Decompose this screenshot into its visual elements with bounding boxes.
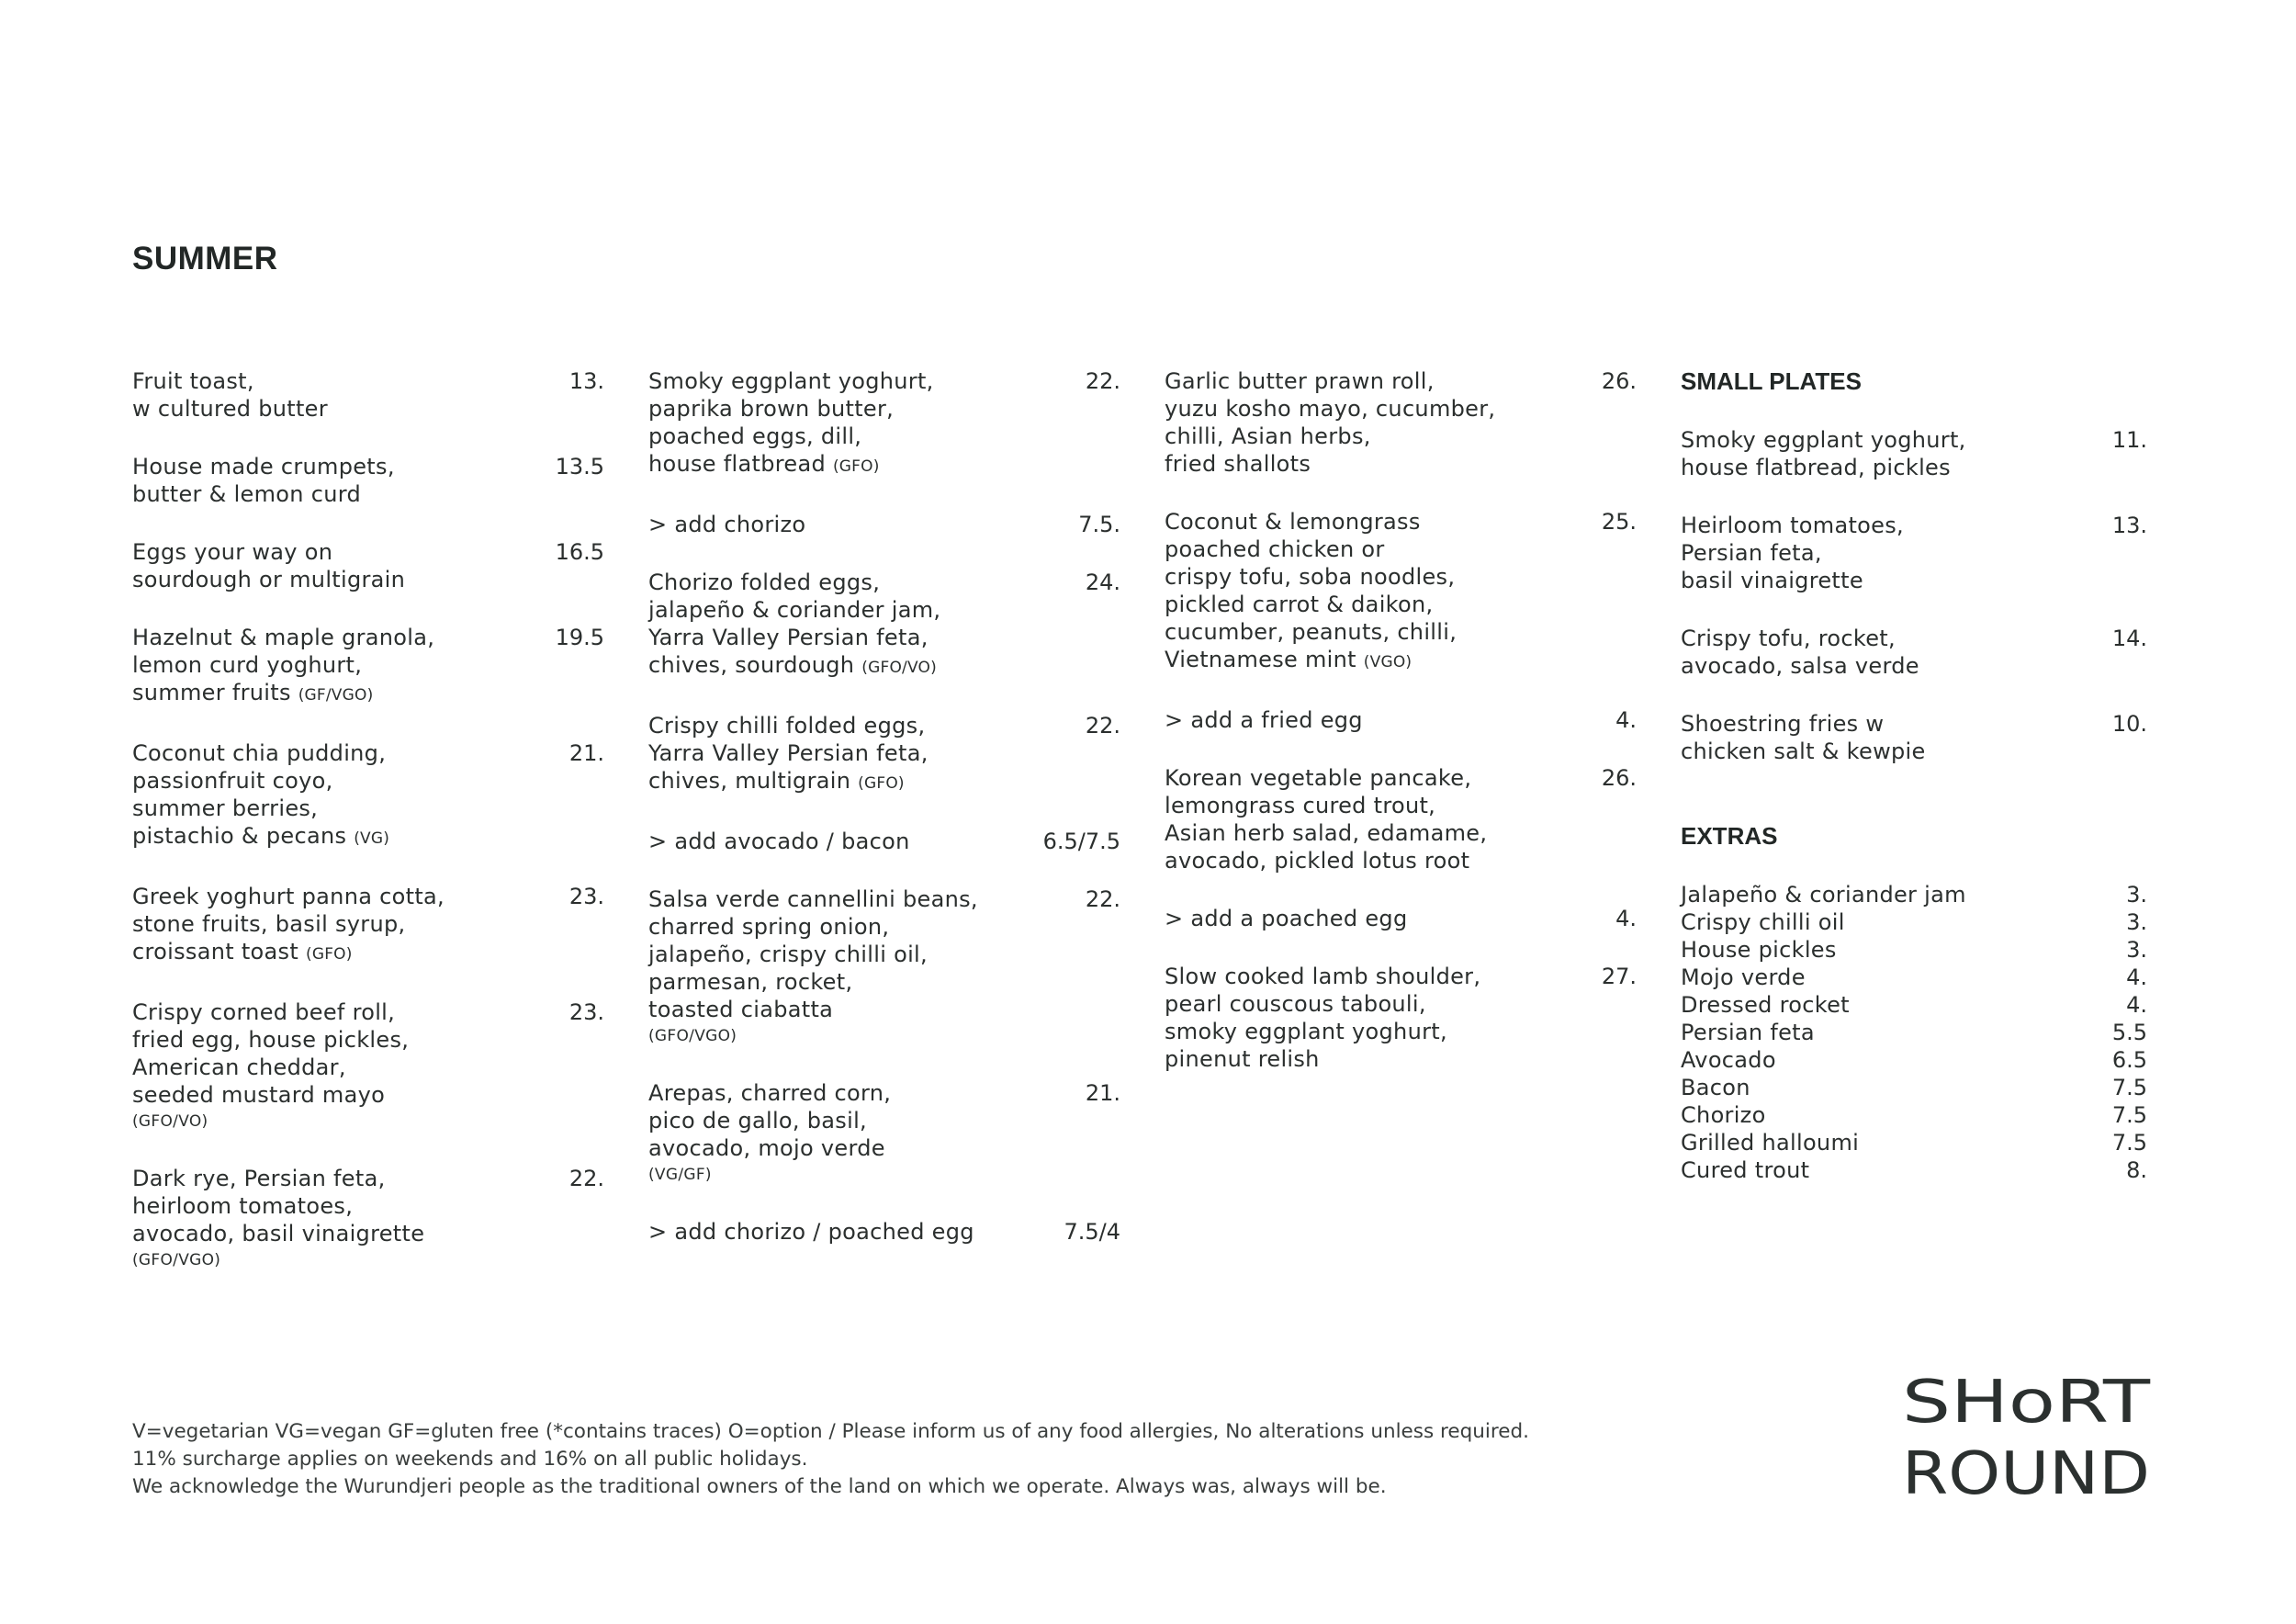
addon-item: > add chorizo 7.5. <box>648 512 1120 537</box>
dietary-tag: (GFO/VO) <box>132 1112 208 1131</box>
dietary-tag: (VG/GF) <box>648 1166 712 1184</box>
menu-item: Dark rye, Persian feta, heirloom tomatoes, avocado, basil vinaigrette (GFO/VGO) 22. <box>132 1165 604 1273</box>
item-price: 3. <box>2126 882 2147 908</box>
menu-item: Slow cooked lamb shoulder, pearl couscous tabouli, smoky eggplant yoghurt, pinenut relish 27. <box>1165 964 1637 1072</box>
list-item: House pickles 3. <box>1681 937 2147 963</box>
item-price: 24. <box>1085 570 1120 595</box>
menu-item: Coconut chia pudding, passionfruit coyo, summer berries, pistachio & pecans (VG) 21. <box>132 740 604 849</box>
item-price: 6.5 <box>2111 1047 2147 1073</box>
menu-item: Crispy tofu, rocket, avocado, salsa verde 14. <box>1681 626 2147 679</box>
item-price: 7.5. <box>1078 512 1120 537</box>
item-price: 27. <box>1601 964 1637 989</box>
item-price: 22. <box>1085 886 1120 912</box>
item-price: 22. <box>1085 368 1120 394</box>
item-price: 25. <box>1601 509 1637 535</box>
item-price: 7.5/4 <box>1064 1219 1120 1245</box>
extras-list <box>1681 881 2147 1184</box>
logo-line-1: SHoRT <box>1902 1369 2152 1437</box>
item-price: 13. <box>568 368 604 394</box>
menu-item: Eggs your way on sourdough or multigrain 16.5 <box>132 539 604 592</box>
item-price: 5.5 <box>2111 1020 2147 1045</box>
list-item: Grilled halloumi 7.5 <box>1681 1130 2147 1156</box>
menu-item: Fruit toast, w cultured butter 13. <box>132 368 604 422</box>
item-price: 7.5 <box>2111 1102 2147 1128</box>
small-plates-heading: SMALL PLATES <box>1681 367 1862 395</box>
list-item: Persian feta 5.5 <box>1681 1020 2147 1045</box>
list-item: Cured trout 8. <box>1681 1157 2147 1183</box>
item-price: 4. <box>1615 707 1637 733</box>
item-price: 4. <box>2126 964 2147 990</box>
menu-item: Chorizo folded eggs, jalapeño & coriander jam, Yarra Valley Persian feta, chives, sourdough (GFO/VO) 24. <box>648 570 1120 678</box>
menu-item: Salsa verde cannellini beans, charred spring onion, jalapeño, crispy chilli oil, parmesan, rocket, toasted ciabatta (GFO/VGO) 22. <box>648 885 1120 1049</box>
item-price: 23. <box>568 999 604 1025</box>
short-round-logo <box>1897 1361 2155 1499</box>
item-price: 3. <box>2126 909 2147 935</box>
dietary-tag: (VG) <box>354 829 390 848</box>
item-price: 14. <box>2111 626 2147 651</box>
item-price: 11. <box>2111 427 2147 453</box>
item-price: 22. <box>1085 713 1120 739</box>
item-price: 10. <box>2111 711 2147 737</box>
dietary-tag: (GFO) <box>832 457 880 476</box>
menu-item: House made crumpets, butter & lemon curd 13.5 <box>132 454 604 507</box>
item-price: 4. <box>2126 992 2147 1018</box>
acknowledgement: We acknowledge the Wurundjeri people as the traditional owners of the land on which we operate. Always was, always will be. <box>132 1475 1387 1498</box>
list-item: Mojo verde 4. <box>1681 964 2147 990</box>
dietary-tag: (VGO) <box>1363 653 1412 671</box>
menu-column-2 <box>648 367 1120 1276</box>
footer-notes <box>132 1418 1785 1501</box>
dietary-tag: (GFO/VO) <box>861 659 937 677</box>
list-item: Dressed rocket 4. <box>1681 992 2147 1018</box>
list-item: Jalapeño & coriander jam 3. <box>1681 882 2147 908</box>
item-price: 8. <box>2126 1157 2147 1183</box>
addon-item: > add a fried egg 4. <box>1165 707 1637 733</box>
menu-item: Korean vegetable pancake, lemongrass cured trout, Asian herb salad, edamame, avocado, pickled lotus root 26. <box>1165 765 1637 874</box>
dietary-tag: (GFO/VGO) <box>132 1251 221 1269</box>
menu-item: Smoky eggplant yoghurt, house flatbread, pickles 11. <box>1681 427 2147 480</box>
logo-line-2: ROUND <box>1902 1440 2150 1499</box>
menu-item: Heirloom tomatoes, Persian feta, basil vinaigrette 13. <box>1681 513 2147 593</box>
dietary-tag: (GFO/VGO) <box>648 1027 737 1045</box>
dietary-legend: V=vegetarian VG=vegan GF=gluten free (*contains traces) O=option / Please inform us of any food allergies, No alterations unless required. <box>132 1420 1529 1443</box>
addon-item: > add chorizo / poached egg 7.5/4 <box>648 1219 1120 1245</box>
menu-item: Smoky eggplant yoghurt, paprika brown butter, poached eggs, dill, house flatbread (GFO) 22. <box>648 368 1120 477</box>
surcharge-note: 11% surcharge applies on weekends and 16% on all public holidays. <box>132 1448 808 1471</box>
menu-item: Shoestring fries w chicken salt & kewpie 10. <box>1681 711 2147 764</box>
menu-item: Crispy chilli folded eggs, Yarra Valley Persian feta, chives, multigrain (GFO) 22. <box>648 713 1120 794</box>
item-price: 26. <box>1601 765 1637 791</box>
item-price: 21. <box>1085 1080 1120 1106</box>
menu-item: Hazelnut & maple granola, lemon curd yoghurt, summer fruits (GF/VGO) 19.5 <box>132 625 604 705</box>
menu-item: Arepas, charred corn, pico de gallo, basil, avocado, mojo verde (VG/GF) 21. <box>648 1079 1120 1188</box>
item-price: 22. <box>568 1166 604 1191</box>
menu-item: Coconut & lemongrass poached chicken or crispy tofu, soba noodles, pickled carrot & daikon, cucumber, peanuts, chilli, Vietnamese mint (VGO) 25. <box>1165 509 1637 672</box>
item-price: 19.5 <box>555 625 604 650</box>
list-item: Bacon 7.5 <box>1681 1075 2147 1100</box>
list-item: Chorizo 7.5 <box>1681 1102 2147 1128</box>
item-price: 6.5/7.5 <box>1042 829 1120 854</box>
dietary-tag: (GFO) <box>858 774 905 793</box>
item-price: 23. <box>568 884 604 909</box>
menu-column-4 <box>1681 367 2147 1184</box>
item-price: 3. <box>2126 937 2147 963</box>
addon-item: > add a poached egg 4. <box>1165 906 1637 931</box>
addon-item: > add avocado / bacon 6.5/7.5 <box>648 829 1120 854</box>
dietary-tag: (GF/VGO) <box>298 686 374 705</box>
list-item: Avocado 6.5 <box>1681 1047 2147 1073</box>
list-item: Crispy chilli oil 3. <box>1681 909 2147 935</box>
menu-item: Crispy corned beef roll, fried egg, house pickles, American cheddar, seeded mustard mayo (GFO/VO) 23. <box>132 998 604 1134</box>
menu-item: Greek yoghurt panna cotta, stone fruits, basil syrup, croissant toast (GFO) 23. <box>132 884 604 964</box>
item-price: 21. <box>568 740 604 766</box>
item-price: 7.5 <box>2111 1130 2147 1156</box>
item-price: 13. <box>2111 513 2147 538</box>
menu-column-3 <box>1165 367 1637 1103</box>
menu-column-1 <box>132 367 604 1303</box>
extras-heading: EXTRAS <box>1681 822 1778 850</box>
dietary-tag: (GFO) <box>306 945 353 964</box>
item-price: 16.5 <box>555 539 604 565</box>
menu-item: Garlic butter prawn roll, yuzu kosho mayo, cucumber, chilli, Asian herbs, fried shallots 26. <box>1165 368 1637 477</box>
item-price: 13.5 <box>555 454 604 479</box>
item-price: 7.5 <box>2111 1075 2147 1100</box>
menu-title: SUMMER <box>132 241 278 276</box>
item-price: 26. <box>1601 368 1637 394</box>
item-price: 4. <box>1615 906 1637 931</box>
